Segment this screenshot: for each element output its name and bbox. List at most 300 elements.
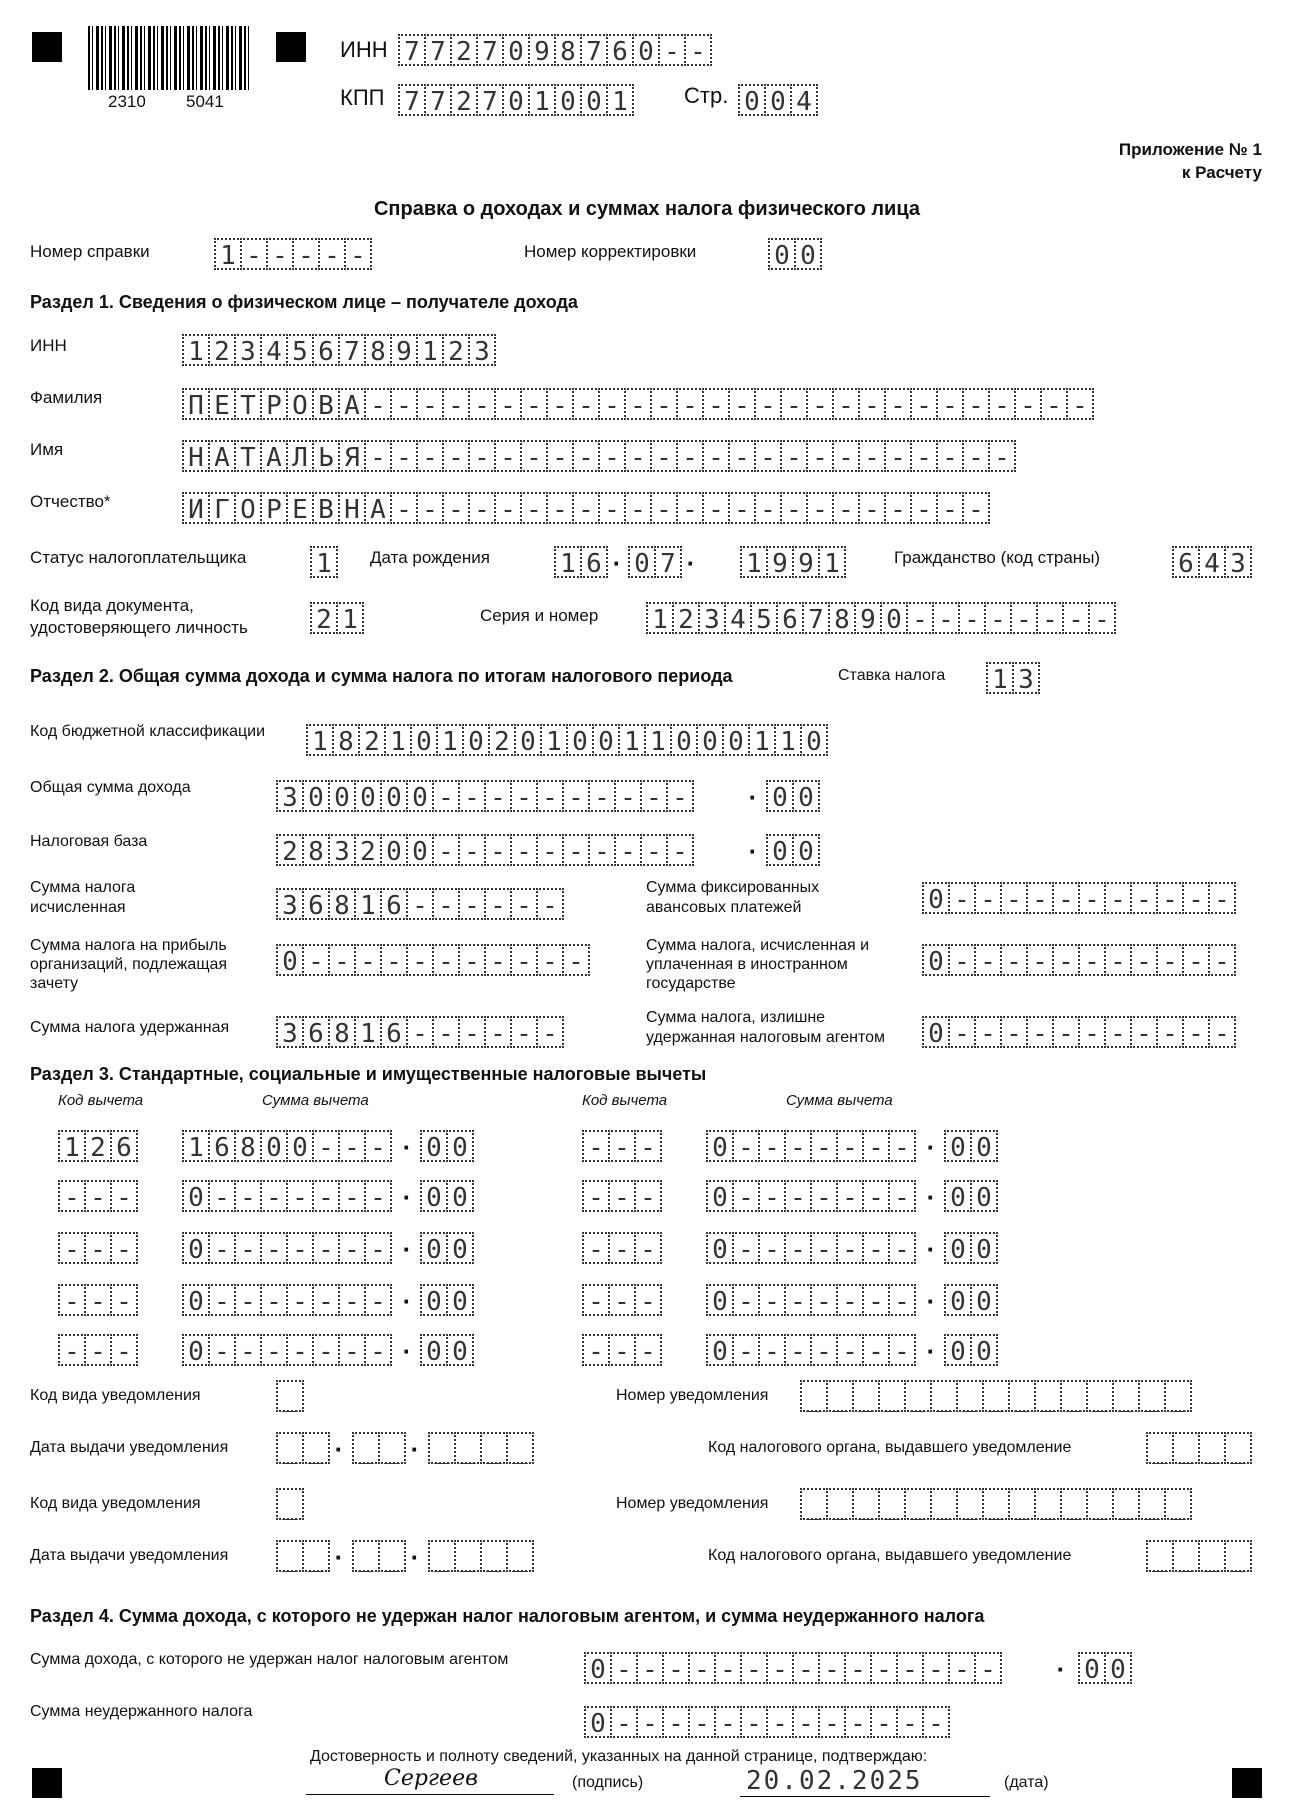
deduction-dot-left-5: · [402,1336,412,1366]
cell: - [432,834,460,866]
cell: 6 [580,546,608,578]
cell: - [510,944,538,976]
cell: - [1104,882,1132,914]
cell: 8 [328,1016,356,1048]
deduction-dot-right-1: · [926,1132,936,1162]
deduction-amount-frac-right-1 [944,1130,996,1162]
cell: 0 [696,724,724,756]
signature-caption: (подпись) [572,1774,644,1791]
cell: - [922,1652,950,1684]
cell: _ [878,1488,906,1520]
birth-year-value [740,546,844,578]
cell: - [732,1180,760,1212]
person-inn-label: ИНН [30,336,67,355]
cell: - [494,388,522,420]
cell: - [624,492,652,524]
cell: 1 [774,724,802,756]
cell: 8 [302,834,330,866]
cell: - [948,882,976,914]
cell: 6 [312,334,340,366]
cell: 6 [110,1130,138,1162]
cell: 8 [328,888,356,920]
cell: - [676,440,704,472]
tax-base-dot: · [748,836,758,866]
deduction-amount-int-right-4 [706,1284,914,1316]
cell: - [858,440,886,472]
cell: 0 [302,780,330,812]
cell: - [1040,388,1068,420]
cell: 8 [364,334,392,366]
cell: - [702,440,730,472]
cell: _ [1146,1540,1174,1572]
kbk-value [306,724,826,756]
cell: 1 [528,84,556,116]
section2-header: Раздел 2. Общая сумма дохода и сумма налога по итогам налогового периода [30,666,733,686]
cell: 0 [670,724,698,756]
cell: - [484,888,512,920]
cell: 0 [420,1284,448,1316]
cell: 0 [554,84,582,116]
cell: - [312,1284,340,1316]
cell: - [468,440,496,472]
cell: - [754,492,782,524]
cell: О [286,388,314,420]
deduction-dot-left-2: · [402,1182,412,1212]
cell: - [312,1130,340,1162]
cell: - [510,1016,538,1048]
cell: - [974,1016,1002,1048]
notice-date-dot1-2: · [334,1542,344,1572]
deduction-code-right-2 [582,1180,660,1212]
cell: 0 [722,724,750,756]
income-total-dot: · [748,782,758,812]
tax-rate-value [986,662,1038,694]
cell: Н [182,440,210,472]
cell: - [1088,602,1116,634]
cell: - [318,238,346,270]
deduction-amount-frac-left-2 [420,1180,472,1212]
cell: - [862,1284,890,1316]
cell: - [536,834,564,866]
cell: 4 [790,84,818,116]
cell: - [286,1334,314,1366]
deduction-dot-right-2: · [926,1182,936,1212]
cell: - [390,440,418,472]
cell: 1 [436,724,464,756]
cell: 7 [338,334,366,366]
cell: - [588,780,616,812]
notice-type-label-2: Код вида уведомления [30,1495,201,1512]
cell: - [562,834,590,866]
cell: - [888,1284,916,1316]
page-title: Справка о доходах и суммах налога физического лица [373,198,921,220]
deduction-amount-header-left: Сумма вычета [262,1092,369,1109]
cell: - [684,34,712,66]
cell: 4 [1198,546,1226,578]
cell: 7 [802,602,830,634]
cell: - [458,888,486,920]
cell: 3 [468,334,496,366]
name-value [182,440,1014,472]
name-label: Имя [30,440,64,459]
cell: - [636,1652,664,1684]
cell: 2 [310,602,338,634]
cell: _ [1060,1488,1088,1520]
cell: - [962,440,990,472]
cell: - [572,388,600,420]
deduction-code-left-3 [58,1232,136,1264]
header-page-label: Стр. [684,83,729,108]
cell: 1 [214,238,242,270]
cell: А [364,492,392,524]
cell: - [1000,882,1028,914]
profit-tax-label-1: Сумма налога на прибыль [30,937,227,954]
cell: - [582,1284,610,1316]
birth-month-value [628,546,680,578]
notice-authority-value-2 [1146,1540,1250,1572]
cell: 1 [554,546,582,578]
cell: - [432,780,460,812]
cell: 9 [390,334,418,366]
cell: - [338,1180,366,1212]
excess-withheld-value [922,1016,1234,1048]
cell: _ [378,1540,406,1572]
cell: 0 [922,944,950,976]
cell: _ [454,1432,482,1464]
deduction-dot-left-4: · [402,1286,412,1316]
cell: - [702,388,730,420]
cell: - [416,492,444,524]
patronymic-value [182,492,988,524]
cell: - [240,238,268,270]
cell: - [364,440,392,472]
deduction-dot-right-4: · [926,1286,936,1316]
cell: Л [286,440,314,472]
deduction-amount-int-left-5 [182,1334,390,1366]
cell: 0 [406,834,434,866]
cell: - [836,1180,864,1212]
header-page-value [738,84,816,116]
cell: А [338,388,366,420]
cell: _ [1086,1380,1114,1412]
cell: 1 [606,84,634,116]
cell: - [208,1180,236,1212]
cell: - [510,888,538,920]
cell: _ [276,1380,304,1412]
cell: - [442,492,470,524]
cell: - [312,1180,340,1212]
kbk-label: Код бюджетной классификации [30,723,266,740]
cell: 0 [794,238,822,270]
deduction-code-header-left: Код вычета [58,1092,144,1109]
deduction-code-header-right: Код вычета [582,1092,668,1109]
cell: _ [904,1380,932,1412]
cell: - [406,1016,434,1048]
cell: Г [208,492,236,524]
deduction-amount-header-right: Сумма вычета [786,1092,893,1109]
cell: - [780,440,808,472]
cell: _ [1086,1488,1114,1520]
cell: - [312,1232,340,1264]
cell: - [208,1334,236,1366]
cell: - [688,1706,716,1738]
cell: _ [302,1432,330,1464]
date-line [740,1796,990,1797]
correction-number-label: Номер корректировки [524,242,697,261]
notice-date-month-2 [352,1540,404,1572]
barcode-right-code: 5041 [186,92,224,111]
tax-withheld-label: Сумма налога удержанная [30,1019,230,1036]
taxpayer-status-value [310,546,336,578]
notice-date-dot2-1: · [410,1434,420,1464]
cell: 9 [528,34,556,66]
cell: - [234,1232,262,1264]
cell: 6 [1172,546,1200,578]
cell: - [598,492,626,524]
cell: 7 [424,84,452,116]
cell: - [84,1334,112,1366]
cell: - [338,1232,366,1264]
cell: 0 [1104,1652,1132,1684]
cell: - [832,388,860,420]
cell: - [234,1180,262,1212]
cell: - [458,1016,486,1048]
cell: - [510,780,538,812]
tax-calculated-label-2: исчисленная [30,899,126,916]
cell: - [344,238,372,270]
cell: - [714,1706,742,1738]
cell: - [354,944,382,976]
cell: Ь [312,440,340,472]
header-kpp-label: КПП [340,85,385,110]
notice-number-label-1: Номер уведомления [616,1387,769,1404]
cell: - [546,492,574,524]
cell: 0 [420,1232,448,1264]
birth-dot-2: · [686,548,696,578]
cell: - [1078,1016,1106,1048]
deduction-amount-int-right-5 [706,1334,914,1366]
section1-header: Раздел 1. Сведения о физическом лице – получателе дохода [30,292,578,312]
cell: _ [1008,1380,1036,1412]
cell: - [732,1334,760,1366]
cell: - [784,1130,812,1162]
cell: - [58,1334,86,1366]
cell: - [758,1284,786,1316]
cell: _ [930,1380,958,1412]
cell: - [988,440,1016,472]
cell: Р [260,388,288,420]
cell: - [364,1284,392,1316]
cell: - [468,388,496,420]
cell: - [754,440,782,472]
tax-base-frac [766,834,818,866]
cell: 0 [446,1180,474,1212]
cell: 1 [986,662,1014,694]
cell: - [732,1284,760,1316]
series-number-value [646,602,1114,634]
cell: 0 [706,1334,734,1366]
cell: 1 [646,602,674,634]
cell: 0 [944,1232,972,1264]
cell: - [728,388,756,420]
cell: 1 [58,1130,86,1162]
cell: 3 [328,834,356,866]
cell: - [818,1706,846,1738]
cell: 0 [420,1334,448,1366]
cell: - [260,1232,288,1264]
appendix-line2: к Расчету [1181,163,1262,182]
certificate-number-label: Номер справки [30,242,150,261]
cell: _ [1034,1380,1062,1412]
cell: 9 [766,546,794,578]
cell: 6 [380,888,408,920]
cell: - [676,492,704,524]
deduction-amount-int-left-4 [182,1284,390,1316]
cell: _ [826,1380,854,1412]
cell: Я [338,440,366,472]
cell: - [758,1334,786,1366]
cell: - [936,388,964,420]
cell: 4 [724,602,752,634]
cell: _ [1198,1540,1226,1572]
cell: 0 [446,1130,474,1162]
notice-date-year-1 [428,1432,532,1464]
cell: 0 [792,834,820,866]
cell: _ [956,1380,984,1412]
cell: - [614,780,642,812]
cell: 0 [260,1130,288,1162]
cell: - [650,388,678,420]
cell: _ [1008,1488,1036,1520]
cell: 2 [358,724,386,756]
cell: - [364,1130,392,1162]
cell: В [312,492,340,524]
cell: 3 [276,780,304,812]
cell: 1 [740,546,768,578]
date-caption: (дата) [1004,1774,1049,1791]
cell: _ [1112,1380,1140,1412]
cell: - [510,834,538,866]
cell: - [676,388,704,420]
cell: - [364,1232,392,1264]
cell: - [662,1652,690,1684]
cell: _ [826,1488,854,1520]
deduction-amount-frac-left-5 [420,1334,472,1366]
cell: - [286,1232,314,1264]
cell: - [1062,602,1090,634]
cell: Р [260,492,288,524]
cell: 1 [818,546,846,578]
cell: - [688,1652,716,1684]
cell: - [364,388,392,420]
fixed-advance-label-1: Сумма фиксированных [646,879,820,896]
cell: - [758,1180,786,1212]
cell: - [1156,882,1184,914]
cell: Е [208,388,236,420]
notice-date-dot2-2: · [410,1542,420,1572]
tax-withheld-value [276,1016,562,1048]
cell: _ [352,1432,380,1464]
cell: - [520,492,548,524]
notice-number-value-2 [800,1488,1190,1520]
cell: - [458,944,486,976]
cell: - [406,888,434,920]
cell: _ [480,1432,508,1464]
cell: 1 [306,724,334,756]
cell: - [1182,944,1210,976]
header-inn-value [398,34,710,66]
cell: - [766,1706,794,1738]
cell: 7 [424,34,452,66]
deduction-code-left-2 [58,1180,136,1212]
cell: _ [1164,1380,1192,1412]
cell: - [110,1284,138,1316]
correction-number-value [768,238,820,270]
deduction-code-right-5 [582,1334,660,1366]
citizenship-label: Гражданство (код страны) [894,548,1101,567]
cell: - [562,780,590,812]
cell: 2 [276,834,304,866]
cell: 0 [380,780,408,812]
cell: 0 [706,1130,734,1162]
cell: _ [800,1380,828,1412]
cell: - [302,944,330,976]
cell: 0 [768,238,796,270]
cell: 0 [944,1180,972,1212]
cell: - [536,1016,564,1048]
cell: 5 [286,334,314,366]
cell: - [740,1652,768,1684]
cell: - [608,1334,636,1366]
cell: - [1026,882,1054,914]
deduction-amount-int-right-3 [706,1232,914,1264]
cell: _ [1060,1380,1088,1412]
cell: 6 [606,34,634,66]
cell: - [582,1180,610,1212]
deduction-code-right-4 [582,1284,660,1316]
fixed-advance-label-2: авансовых платежей [646,899,802,916]
cell: - [936,440,964,472]
deduction-amount-int-right-1 [706,1130,914,1162]
foreign-tax-label-3: государстве [646,975,736,992]
cell: - [888,1180,916,1212]
cell: - [260,1284,288,1316]
unwithheld-income-dot: · [1056,1654,1066,1684]
notice-date-dot1-1: · [334,1434,344,1464]
cell: - [1000,1016,1028,1048]
cell: _ [1172,1540,1200,1572]
header-inn-label: ИНН [340,37,388,62]
cell: 0 [446,1232,474,1264]
cell: 0 [706,1284,734,1316]
deduction-amount-frac-right-2 [944,1180,996,1212]
cell: - [484,780,512,812]
foreign-tax-label-2: уплаченная в иностранном [646,956,848,973]
cell: _ [480,1540,508,1572]
cell: 0 [420,1180,448,1212]
cell: - [888,1232,916,1264]
barcode [88,26,252,90]
doc-code-label-2: удостоверяющего личность [30,618,248,637]
cell: - [442,388,470,420]
deduction-amount-int-right-2 [706,1180,914,1212]
cell: - [624,388,652,420]
cell: - [862,1232,890,1264]
cell: - [546,388,574,420]
cell: 0 [182,1284,210,1316]
cell: А [260,440,288,472]
cell: 3 [234,334,262,366]
